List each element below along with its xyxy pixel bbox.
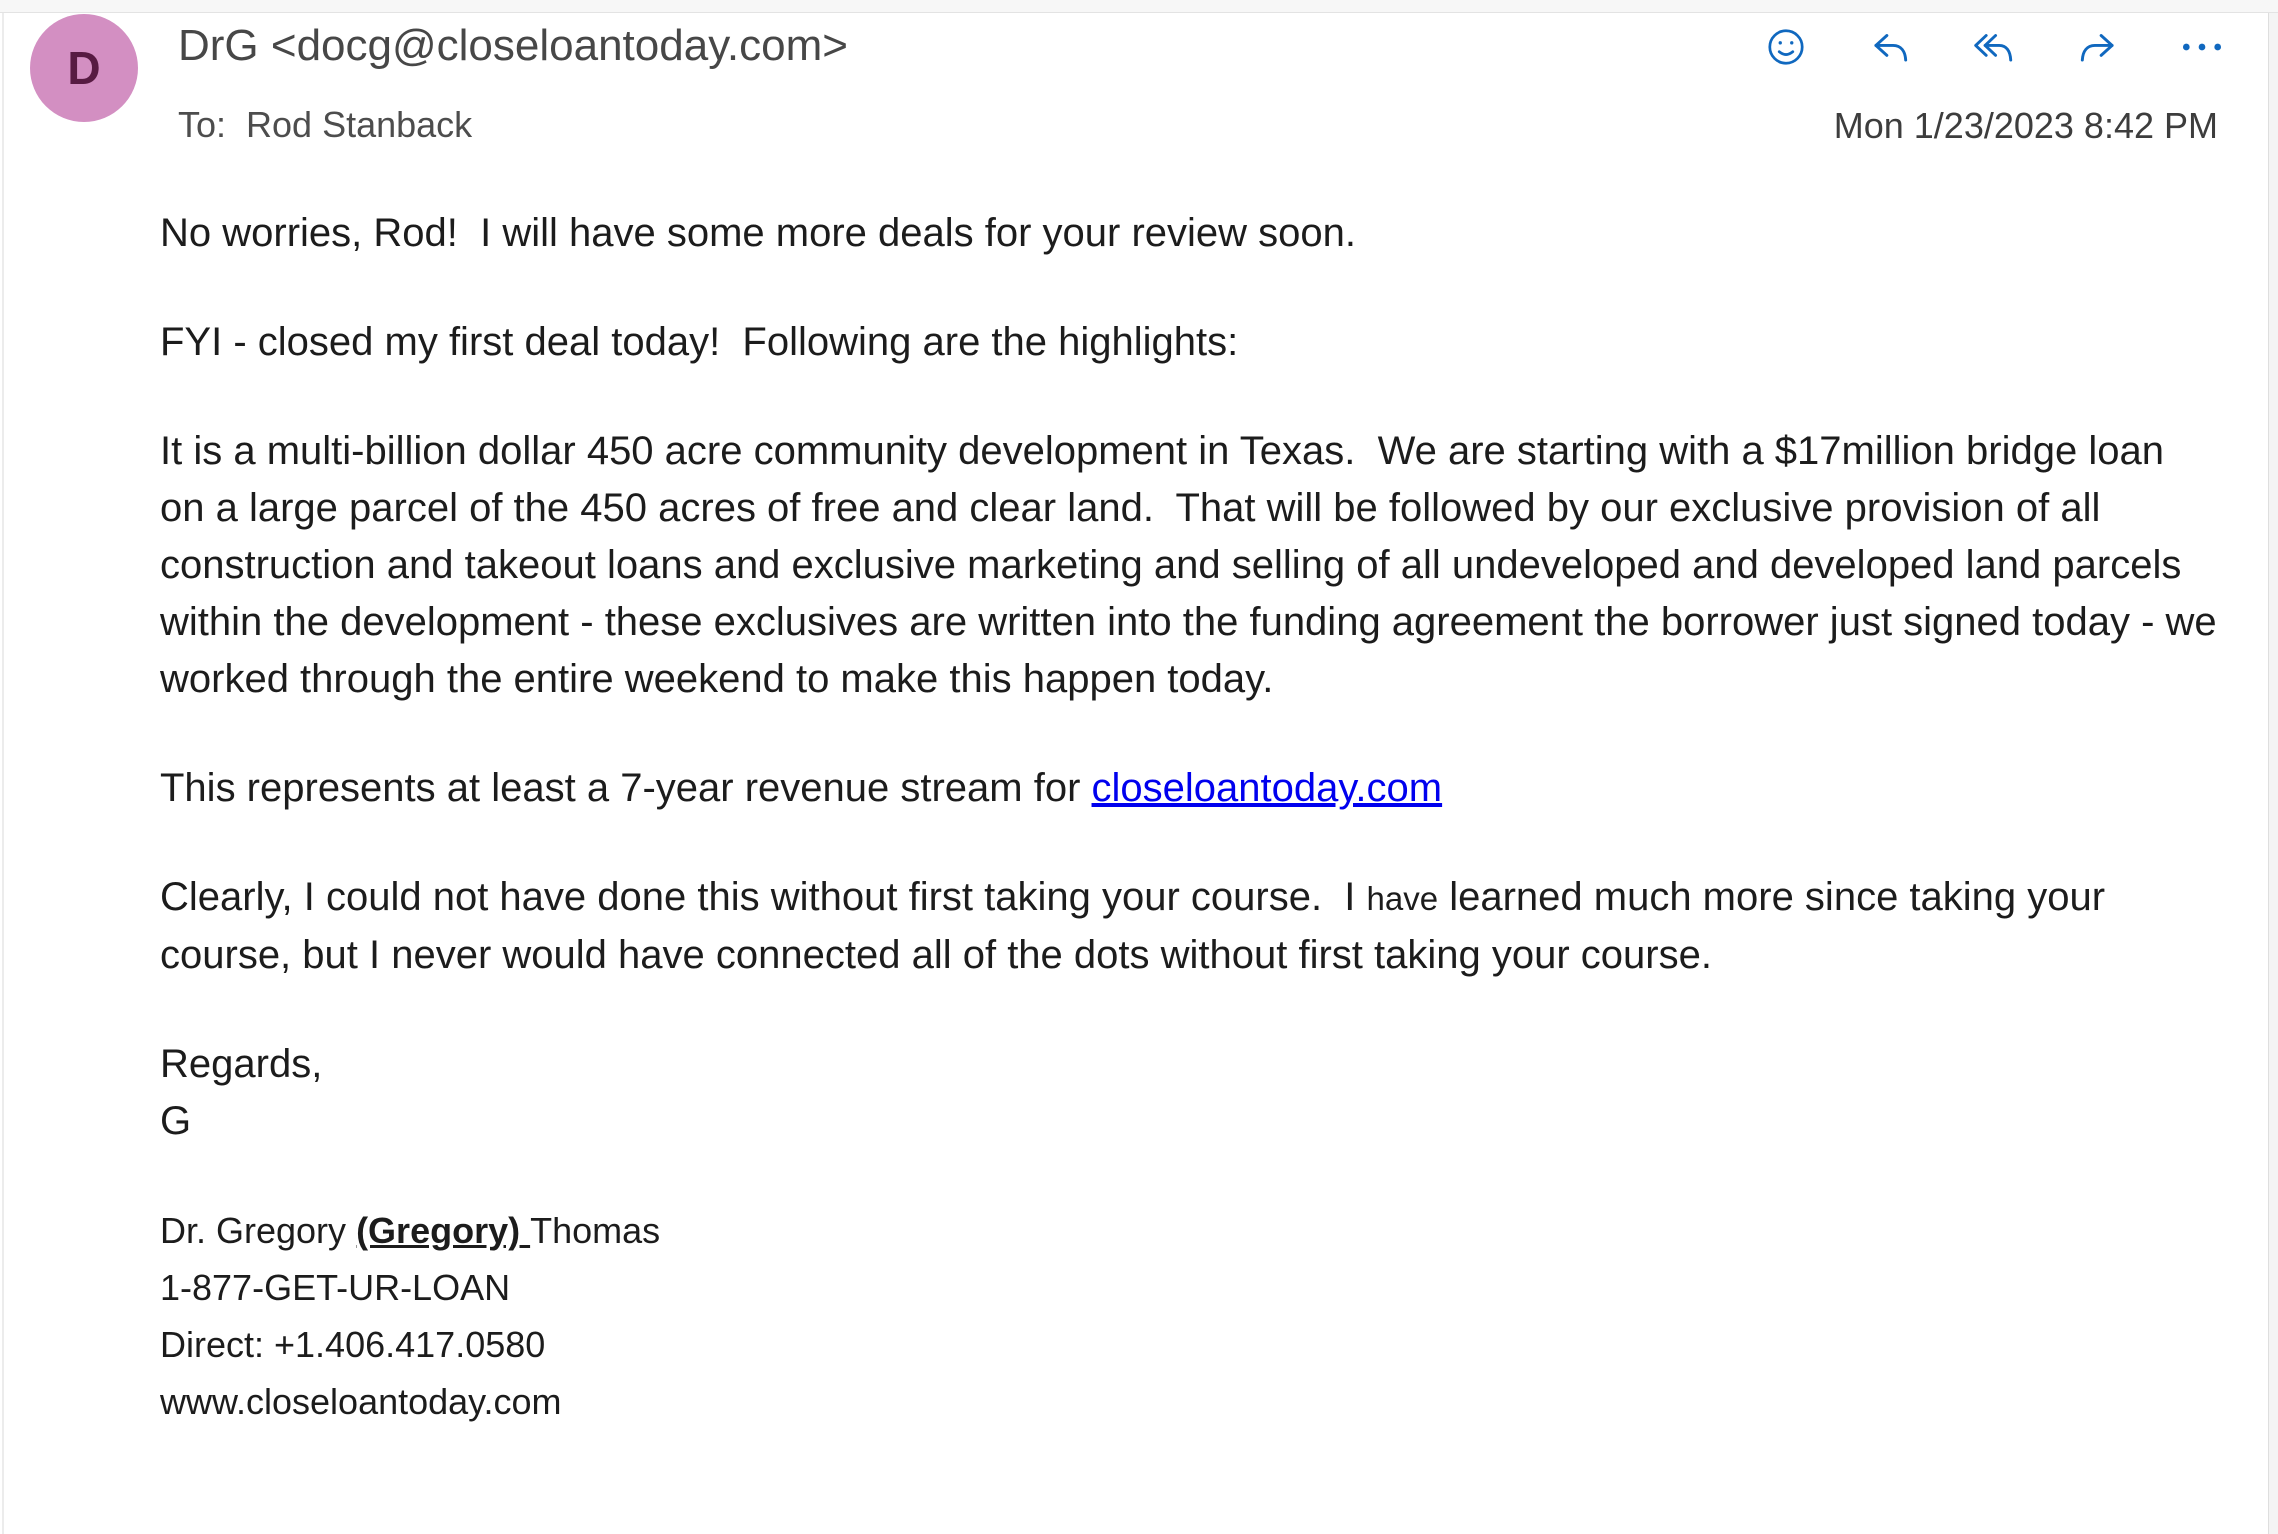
more-actions-button[interactable] [2179,24,2225,70]
signature-phone-tollfree: 1-877-GET-UR-LOAN [160,1267,511,1308]
closeloantoday-link[interactable]: closeloantoday.com [1091,766,1443,810]
ellipsis-icon [2179,24,2225,70]
smiley-icon [1763,24,1809,70]
react-button[interactable] [1763,24,1809,70]
reply-icon [1867,24,1913,70]
course-text-small: have [1366,880,1439,917]
to-label: To: [178,104,247,145]
course-text-after: learned much more since taking your course, but I never would have connected all of the dots without first taking your course. [160,875,2117,977]
signature-name [160,1202,2218,1259]
sender-avatar[interactable] [30,14,138,122]
message-body [160,205,2228,1430]
reply-all-icon [1971,24,2017,70]
signature-name-prefix: Dr. Gregory [160,1210,357,1251]
paragraph-deal-details: It is a multi-billion dollar 450 acre community development in Texas. We are starting with a $17million bridge loan on a large parcel of the 450 acres of free and clear land. That will be followed by our exclusive provision of all construction and takeout loans and exclusive marketing and selling of all undeveloped and developed land parcels within the development - these exclusives are written into the funding agreement the borrower just signed today - we worked through the entire weekend to make this happen today. [160,429,2228,701]
reply-button[interactable] [1867,24,1913,70]
message-actions-toolbar [1763,24,2225,70]
signature-block [160,1202,2218,1430]
message-timestamp: Mon 1/23/2023 8:42 PM [1833,105,2218,146]
reply-all-button[interactable] [1971,24,2017,70]
closing-regards: Regards, [160,1042,323,1086]
closing-initial: G [160,1099,192,1143]
message-header [0,0,2278,205]
to-recipient[interactable]: Rod Stanback [246,104,473,145]
pane-left-divider [2,13,4,1534]
signature-name-bold: (Gregory) [356,1210,531,1251]
course-text-before: Clearly, I could not have done this without first taking your course. I [160,875,1367,919]
paragraph-revenue [160,760,2218,817]
scrollbar-track[interactable] [2268,13,2278,1534]
forward-icon [2075,24,2121,70]
avatar-initial: D [67,42,101,94]
signature-name-suffix: Thomas [530,1210,661,1251]
paragraph-closing [160,1036,2218,1150]
to-line [178,102,472,148]
paragraph-course [160,869,2218,984]
sender-address[interactable]: DrG <docg@closeloantoday.com> [178,21,848,70]
forward-button[interactable] [2075,24,2121,70]
paragraph-greeting: No worries, Rod! I will have some more deals for your review soon. [160,211,1357,255]
signature-phone-direct: Direct: +1.406.417.0580 [160,1324,546,1365]
revenue-text: This represents at least a 7-year revenue stream for [160,766,1092,810]
paragraph-fyi: FYI - closed my first deal today! Following are the highlights: [160,320,1239,364]
signature-website: www.closeloantoday.com [160,1381,562,1422]
